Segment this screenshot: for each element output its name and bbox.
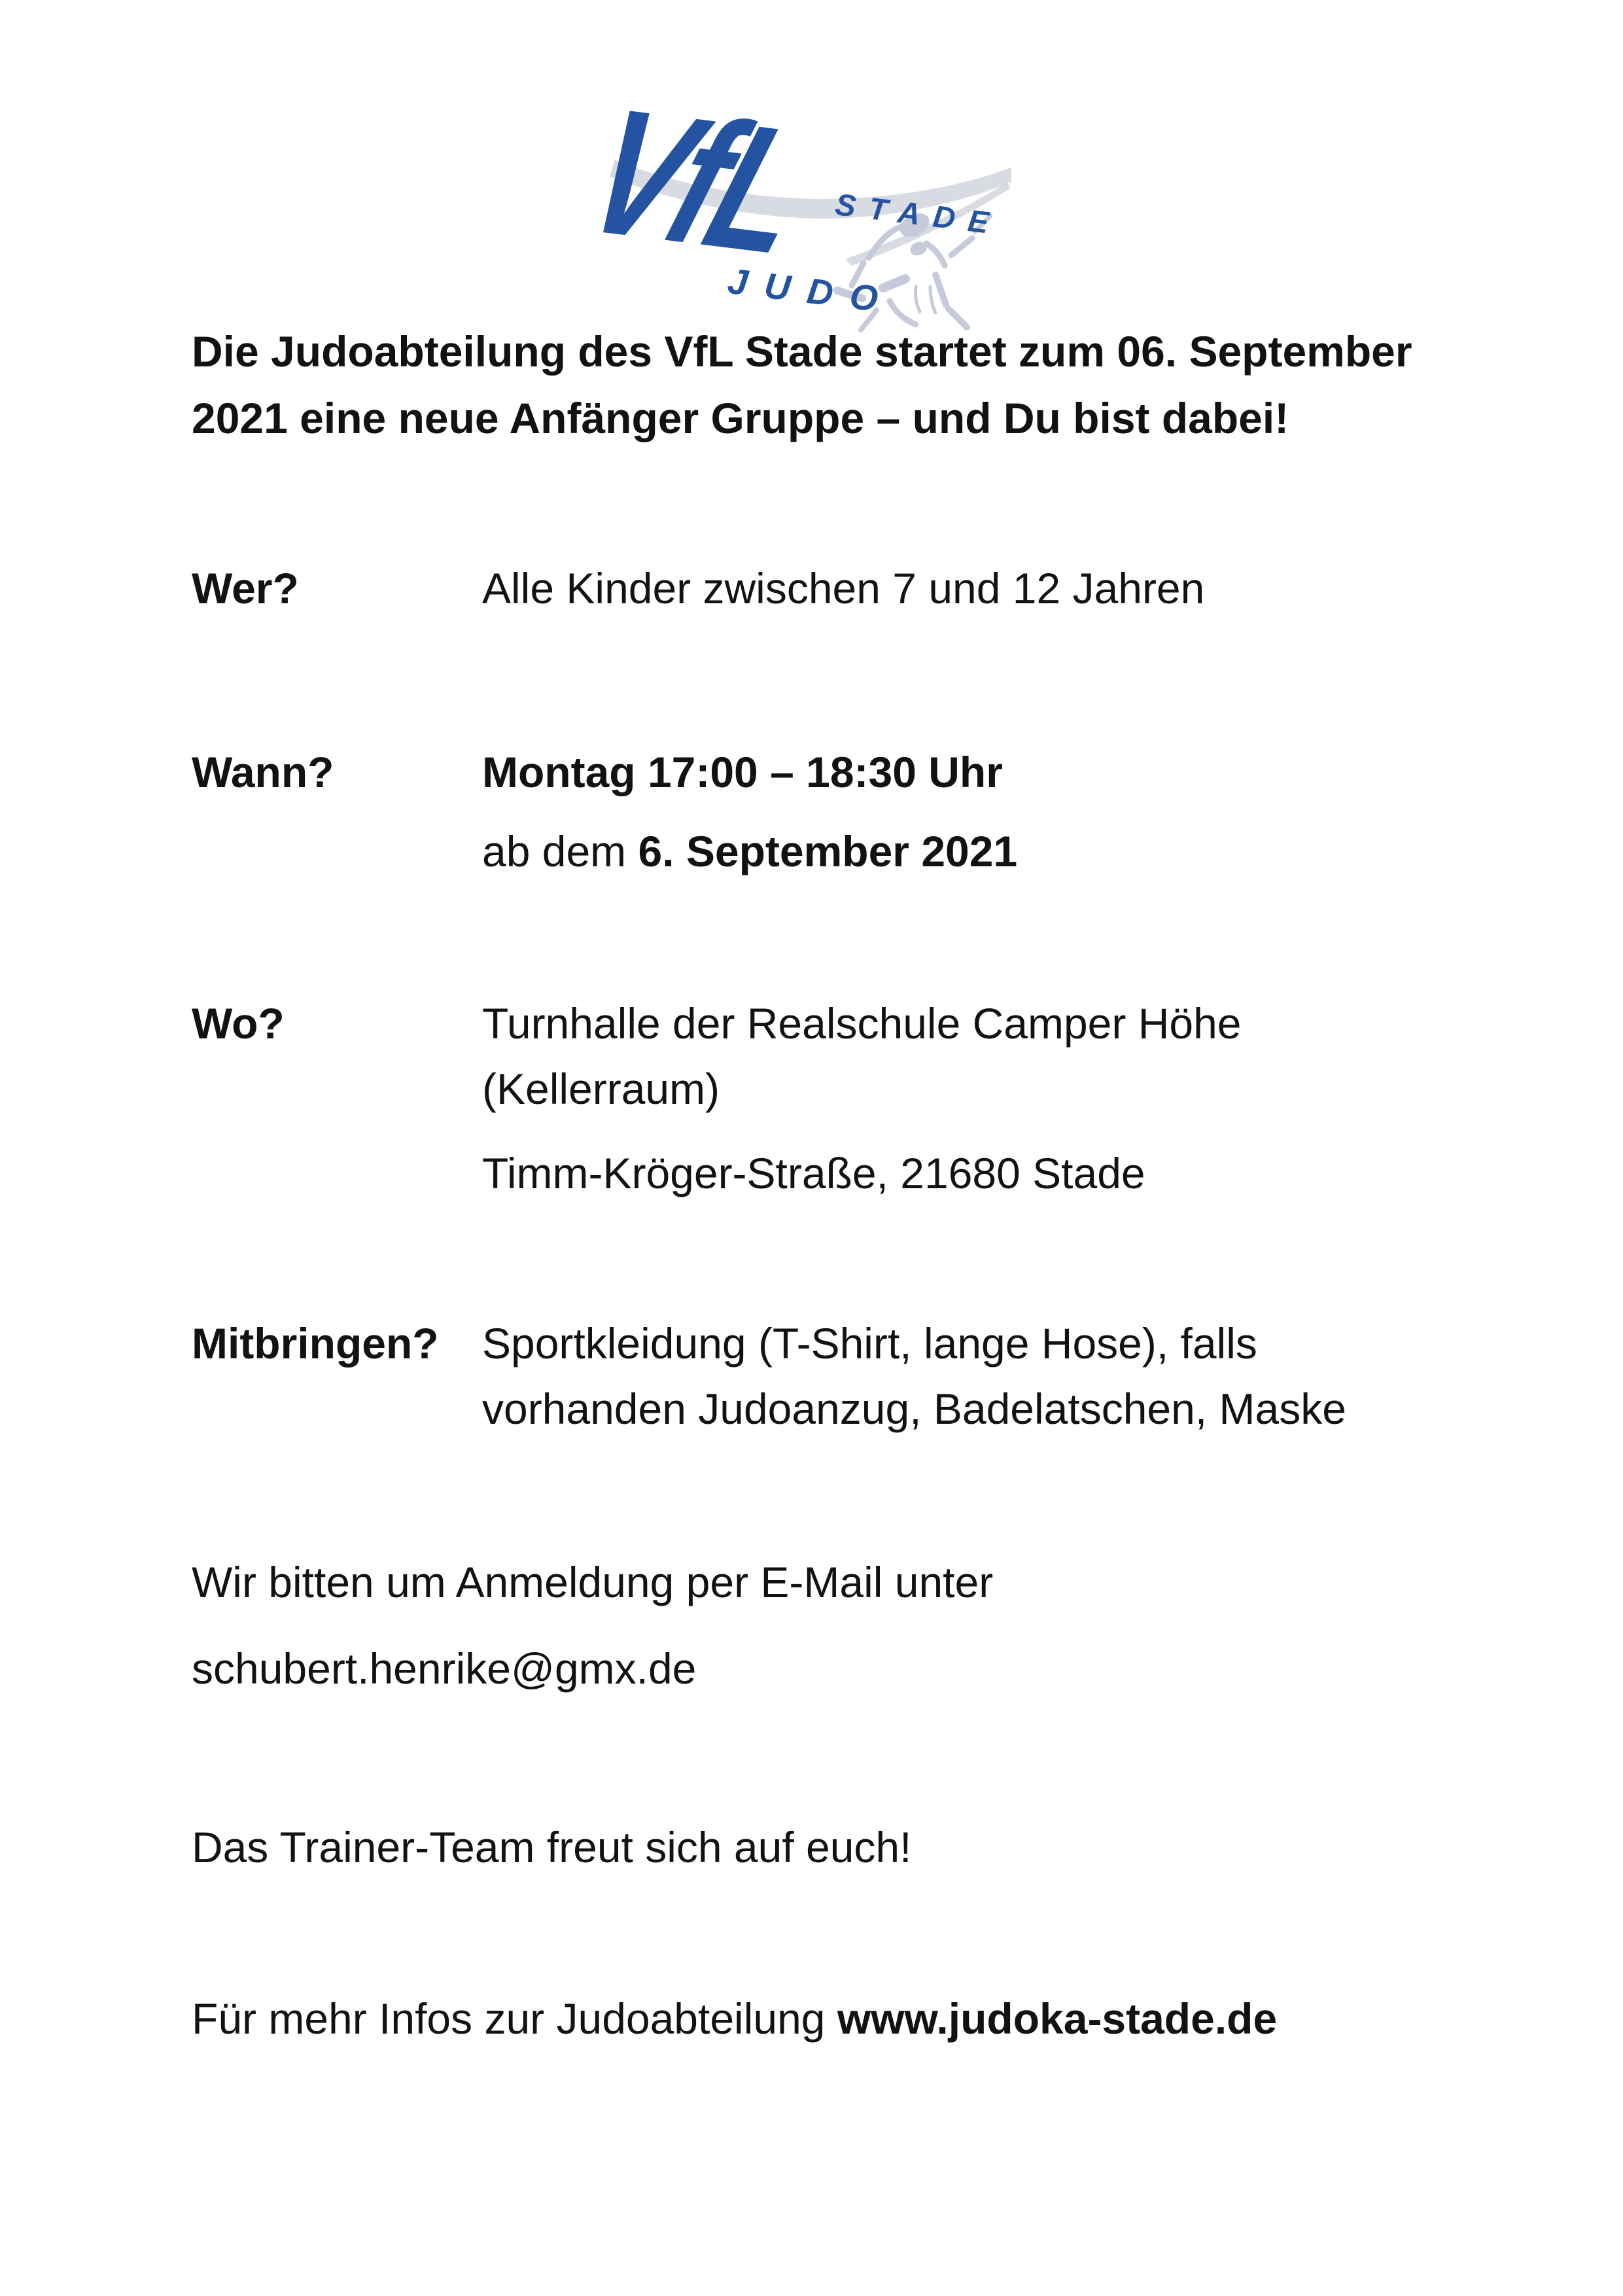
mitbringen-label: Mitbringen? (192, 1319, 439, 1368)
logo-stade-text: STADE (833, 186, 1004, 241)
heading-line-2: 2021 eine neue Anfänger Gruppe – und Du bist dabei! (192, 394, 1289, 443)
mitbringen-line-1: Sportkleidung (T-Shirt, lange Hose), falls (482, 1319, 1257, 1368)
mitbringen-value (482, 1311, 1411, 1442)
flyer-heading (192, 318, 1474, 452)
wo-venue (482, 991, 1411, 1122)
logo-vfl-text: VfL (565, 72, 828, 291)
info-line (192, 1986, 1474, 2051)
wo-label: Wo? (192, 999, 285, 1048)
wo-venue-line-1: Turnhalle der Realschule Camper Höhe (482, 999, 1242, 1048)
contact-email: schubert.henrike@gmx.de (192, 1644, 697, 1693)
info-prefix: Für mehr Infos zur Judoabteilung (192, 1994, 837, 2043)
wer-label: Wer? (192, 564, 299, 612)
trainer-text: Das Trainer-Team freut sich auf euch! (192, 1823, 912, 1871)
mitbringen-line-2: vorhanden Judoanzug, Badelatschen, Maske (482, 1385, 1346, 1434)
wann-start-date-bold: 6. September 2021 (638, 827, 1018, 875)
info-website: www.judoka-stade.de (837, 1994, 1278, 2043)
vfl-stade-judo-logo (565, 72, 1027, 339)
wann-start-prefix: ab dem (482, 827, 638, 875)
heading-line-1: Die Judoabteilung des VfL Stade startet zum 06. September (192, 327, 1412, 376)
wo-venue-line-2: (Kellerraum) (482, 1065, 720, 1114)
anmeldung-text: Wir bitten um Anmeldung per E-Mail unter (192, 1558, 994, 1606)
wann-label: Wann? (192, 748, 334, 796)
wo-address: Timm-Kröger-Straße, 21680 Stade (482, 1149, 1145, 1197)
wer-value: Alle Kinder zwischen 7 und 12 Jahren (482, 564, 1205, 612)
wann-start-date (482, 819, 1411, 884)
logo-judo-text: JUDO (725, 260, 898, 321)
wann-time: Montag 17:00 – 18:30 Uhr (482, 748, 1003, 796)
